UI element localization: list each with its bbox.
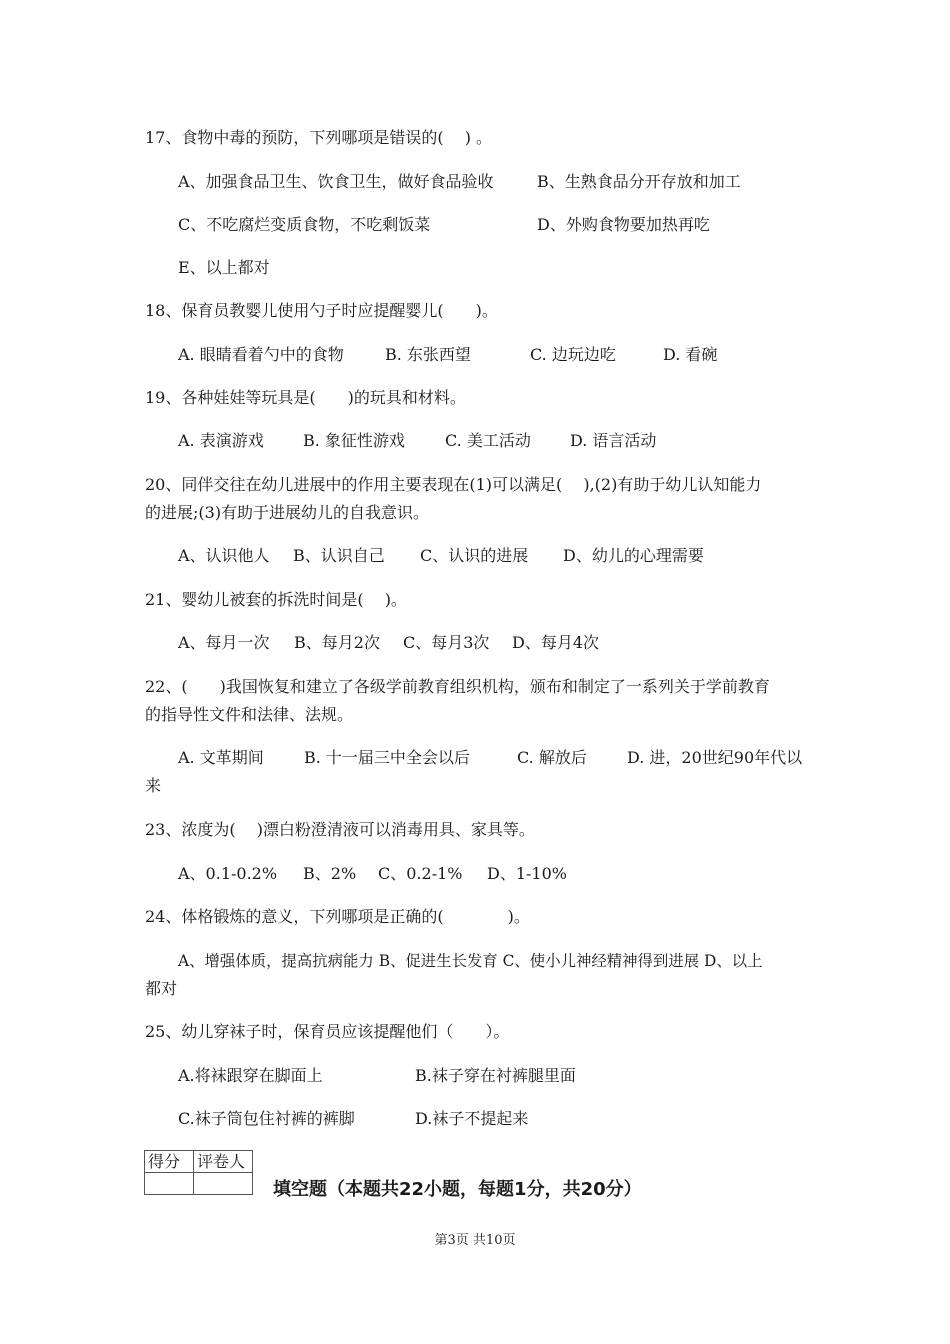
option-22-c: C. 解放后	[517, 748, 587, 767]
option-18-d: D. 看碗	[663, 345, 718, 364]
grader-cell[interactable]	[194, 1173, 253, 1195]
score-table	[144, 1150, 253, 1195]
option-24-all: A、增强体质，提高抗病能力 B、促进生长发育 C、使小儿神经精神得到进展 D、以上	[178, 952, 763, 970]
option-17-b: B、生熟食品分开存放和加工	[537, 172, 741, 191]
grader-header: 评卷人	[194, 1151, 253, 1173]
option-23-d: D、1-10%	[487, 864, 567, 883]
option-23-a: A、0.1-0.2%	[178, 864, 278, 883]
option-20-d: D、幼儿的心理需要	[563, 546, 704, 565]
option-22-d: D. 进，20世纪90年代以	[627, 748, 803, 767]
option-25-b: B.袜子穿在衬裤腿里面	[415, 1066, 576, 1085]
section-title: 填空题（本题共22小题，每题1分，共20分）	[273, 1179, 642, 1200]
option-18-c: C. 边玩边吃	[530, 345, 616, 364]
option-22-a: A. 文革期间	[178, 748, 264, 767]
option-20-a: A、认识他人	[178, 546, 270, 565]
option-17-e: E、以上都对	[178, 258, 270, 277]
question-24: 24、体格锻炼的意义，下列哪项是正确的( )。	[145, 907, 530, 926]
option-17-d: D、外购食物要加热再吃	[537, 215, 710, 234]
question-22-options-continued: 来	[145, 776, 162, 795]
option-18-b: B. 东张西望	[385, 345, 471, 364]
question-25: 25、幼儿穿袜子时，保育员应该提醒他们（ ）。	[145, 1022, 510, 1041]
option-19-b: B. 象征性游戏	[303, 431, 405, 450]
question-24-options-continued: 都对	[145, 979, 178, 998]
option-21-d: D、每月4次	[512, 633, 600, 652]
question-19: 19、各种娃娃等玩具是( )的玩具和材料。	[145, 388, 466, 407]
option-17-c: C、不吃腐烂变质食物，不吃剩饭菜	[178, 215, 431, 234]
option-20-c: C、认识的进展	[420, 546, 529, 565]
option-21-b: B、每月2次	[294, 633, 380, 652]
option-17-a: A、加强食品卫生、饮食卫生，做好食品验收	[178, 172, 494, 191]
option-25-d: D.袜子不提起来	[415, 1109, 529, 1128]
option-22-b: B. 十一届三中全会以后	[304, 748, 470, 767]
question-21: 21、婴幼儿被套的拆洗时间是( )。	[145, 590, 407, 609]
question-22-continued: 的指导性文件和法律、法规。	[145, 705, 354, 724]
option-19-d: D. 语言活动	[570, 431, 657, 450]
question-22: 22、( )我国恢复和建立了各级学前教育组织机构，颁布和制定了一系列关于学前教育	[145, 677, 770, 696]
option-19-c: C. 美工活动	[445, 431, 531, 450]
question-18: 18、保育员教婴儿使用勺子时应提醒婴儿( )。	[145, 301, 498, 320]
question-23: 23、浓度为( )漂白粉澄清液可以消毒用具、家具等。	[145, 820, 535, 839]
option-23-b: B、2%	[303, 864, 357, 883]
option-21-a: A、每月一次	[178, 633, 270, 652]
score-header: 得分	[145, 1151, 194, 1173]
option-19-a: A. 表演游戏	[178, 431, 264, 450]
option-21-c: C、每月3次	[403, 633, 490, 652]
option-23-c: C、0.2-1%	[378, 864, 463, 883]
option-25-c: C.袜子筒包住衬裤的裤脚	[178, 1109, 355, 1128]
question-20-continued: 的进展;(3)有助于进展幼儿的自我意识。	[145, 503, 430, 522]
question-20: 20、同伴交往在幼儿进展中的作用主要表现在(1)可以满足( ),(2)有助于幼儿认知能力	[145, 475, 762, 494]
option-20-b: B、认识自己	[293, 546, 385, 565]
option-18-a: A. 眼睛看着勺中的食物	[178, 345, 344, 364]
option-25-a: A.将袜跟穿在脚面上	[178, 1066, 323, 1085]
score-cell[interactable]	[145, 1173, 194, 1195]
question-17: 17、食物中毒的预防，下列哪项是错误的( ) 。	[145, 128, 493, 147]
page-footer: 第3页 共10页	[434, 1233, 516, 1248]
